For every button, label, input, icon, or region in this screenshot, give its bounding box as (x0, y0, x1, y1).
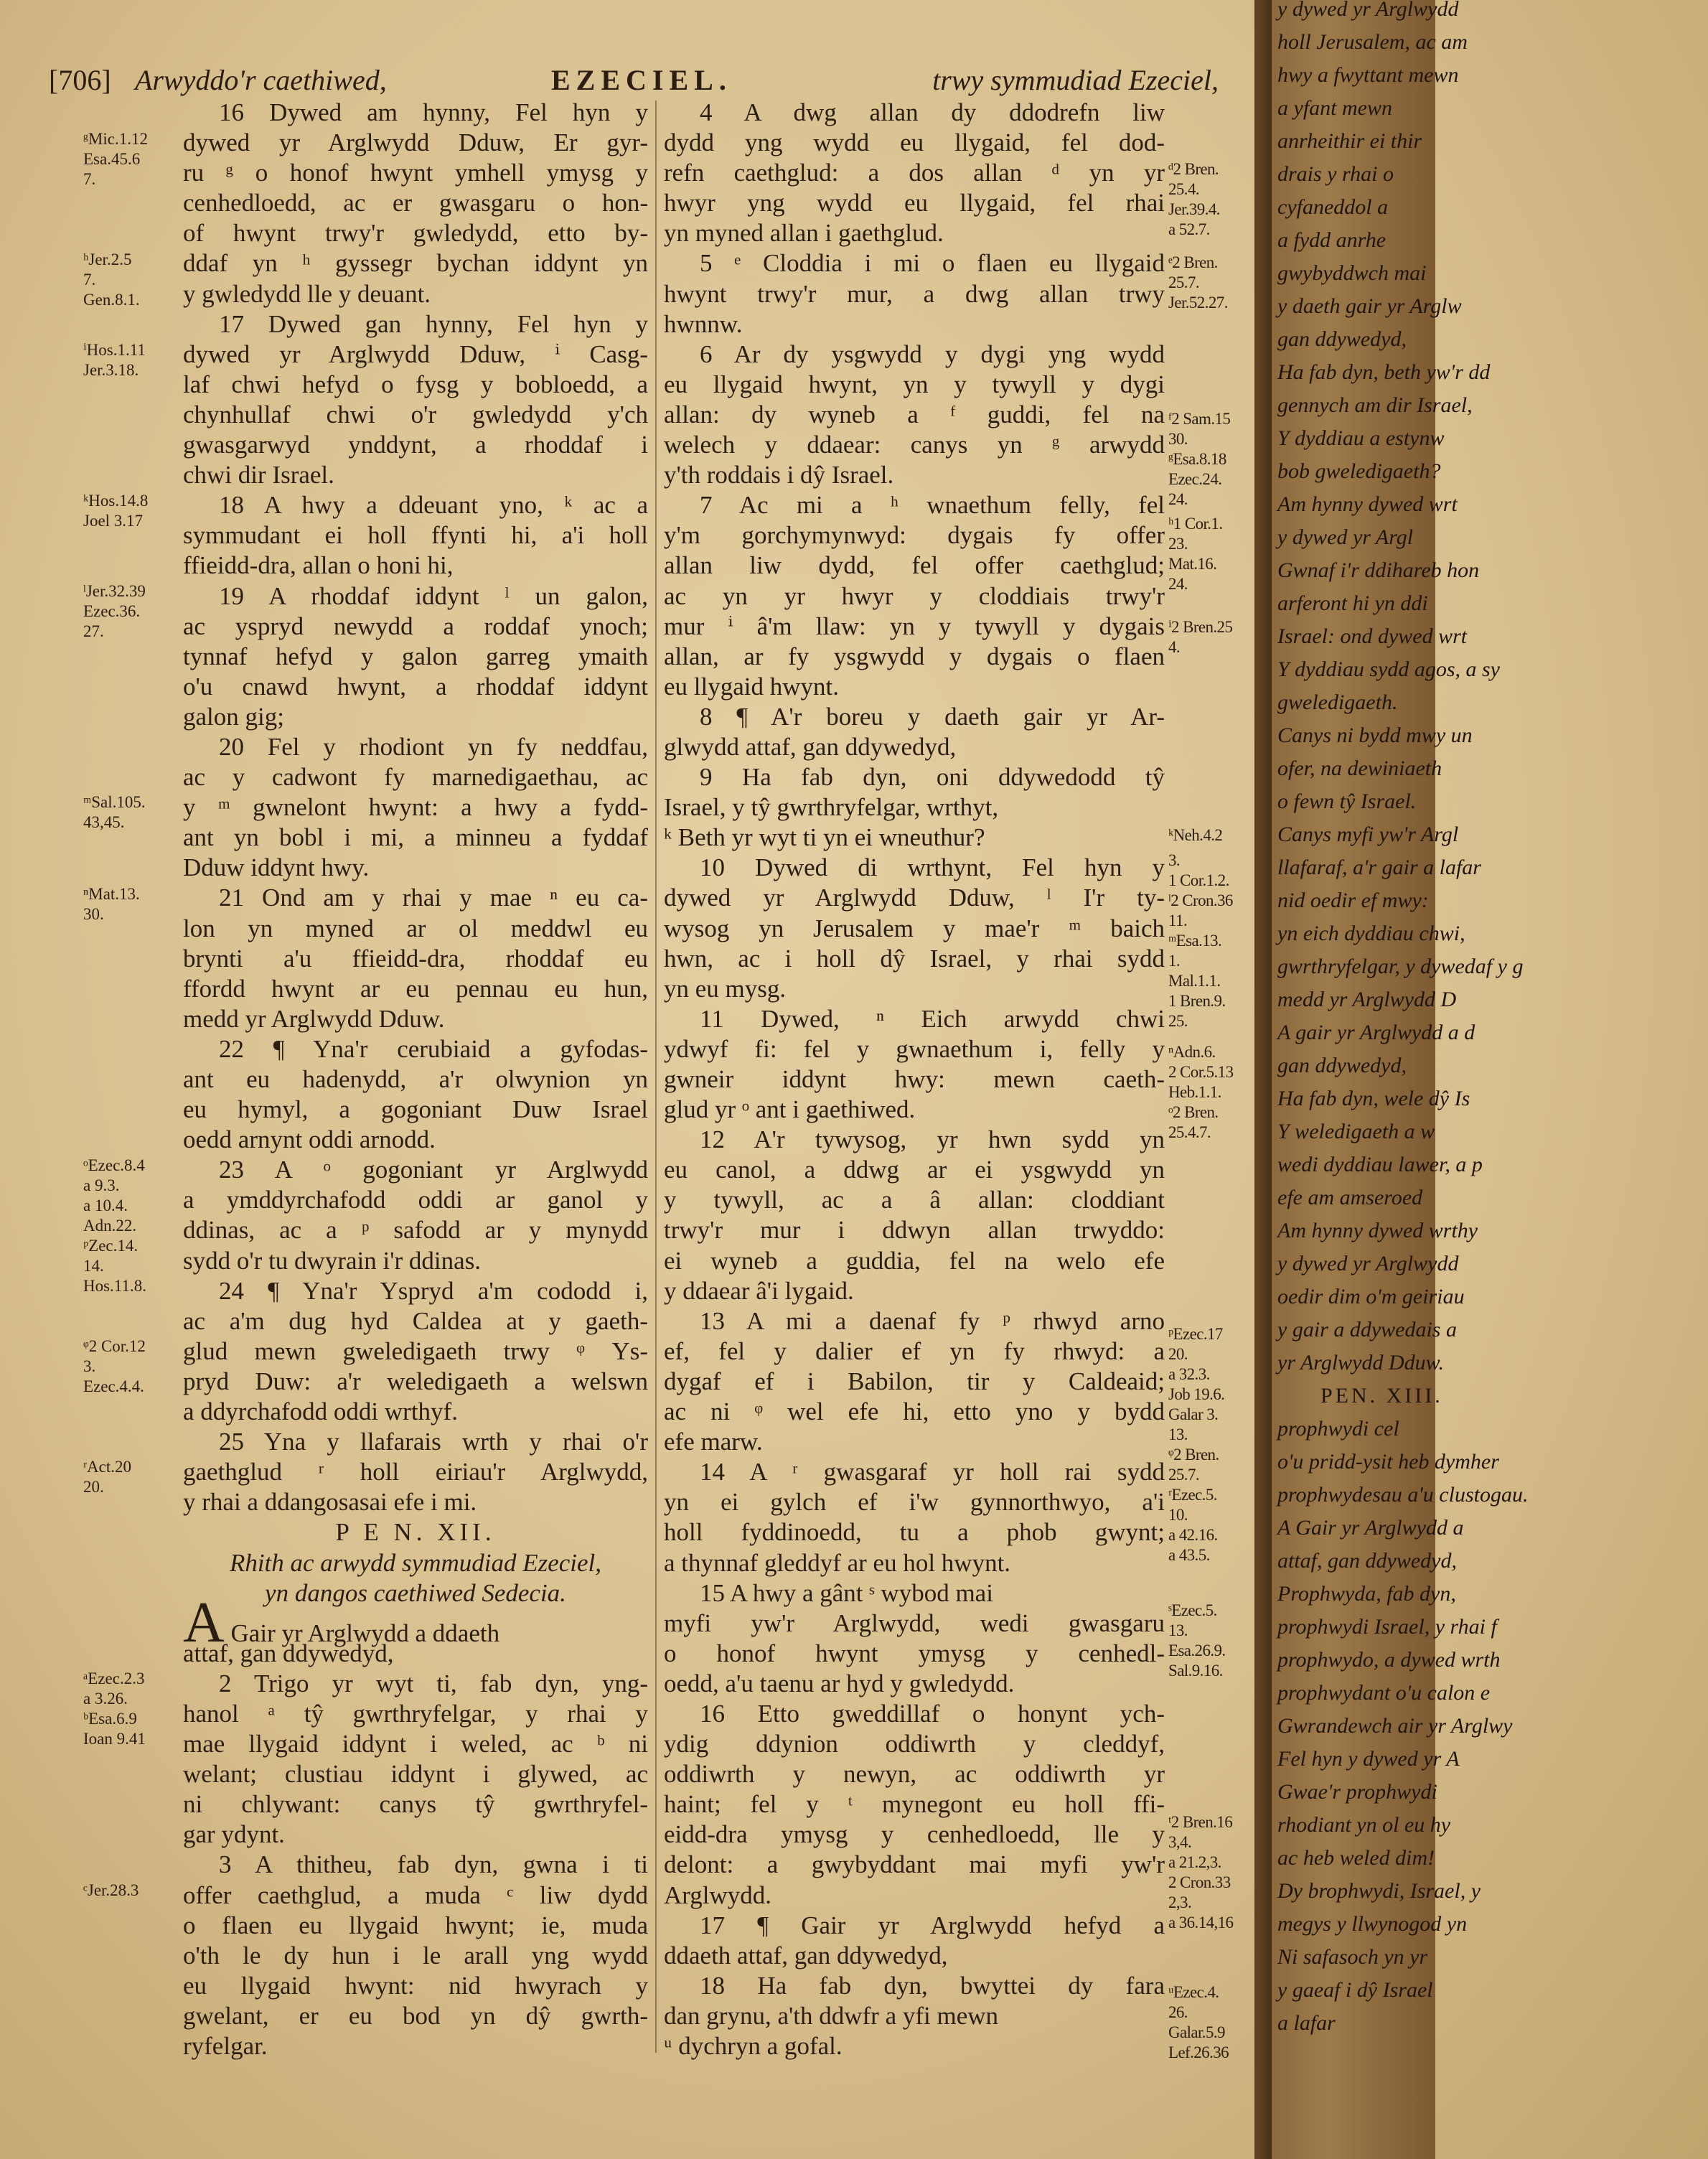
text-line: gwelant, er eu bod yn dŷ gwrth- (183, 2001, 648, 2030)
text-line: sydd o'r tu dwyrain i'r ddinas. (183, 1246, 482, 1275)
margin-reference: ʰJer.2.5 7. Gen.8.1. (83, 250, 140, 309)
facing-text-line: megys y llwynogod yn (1277, 1912, 1468, 1936)
margin-reference: ⁿAdn.6. 2 Cor.5.13 Heb.1.1. ᵒ2 Bren. 25.4.7. (1168, 1043, 1234, 1141)
column-divider (655, 100, 657, 2053)
text-line: eu llygaid hwynt, yn y tywyll y dygi (664, 370, 1165, 398)
facing-text-line: y daeth gair yr Arglw (1277, 294, 1462, 318)
margin-reference: ᵏNeh.4.2 (1168, 826, 1223, 844)
text-line: ei wyneb a guddia, fel na welo efe (664, 1246, 1165, 1275)
chapter-heading: P E N. XII. (335, 1518, 496, 1547)
facing-text-line: Fel hyn y dywed yr A (1277, 1747, 1460, 1771)
running-header (49, 63, 1219, 99)
facing-text-line: oedir dim o'm geiriau (1277, 1285, 1465, 1308)
margin-reference: ⁱ2 Bren.25 4. (1168, 618, 1233, 656)
text-line: ni chlywant: canys tŷ gwrthryfel- (183, 1790, 648, 1819)
text-line: allan: dy wyneb a ᶠ guddi, fel na (664, 400, 1165, 428)
margin-reference: ᵠ2 Cor.12 3. Ezec.4.4. (83, 1337, 146, 1395)
text-line: ac yspryd newydd a roddaf ynoch; (183, 612, 648, 640)
text-line: cenhedloedd, ac er gwasgaru o hon- (183, 189, 648, 217)
text-line: y ᵐ gwnelont hwynt: a hwy a fydd- (183, 793, 648, 822)
text-line: 14 A ʳ gwasgaraf yr holl rai sydd (700, 1458, 1165, 1486)
text-line: hanol ᵃ tŷ gwrthryfelgar, y rhai y (183, 1699, 648, 1728)
text-line: tynnaf hefyd y galon garreg ymaith (183, 642, 648, 670)
right-text-column (664, 98, 1165, 2061)
margin-reference: ᵈ2 Bren. 25.4. Jer.39.4. a 52.7. (1168, 160, 1220, 238)
margin-reference: ʳAct.20 20. (83, 1458, 131, 1496)
margin-reference: ʰ1 Cor.1. 23. Mat.16. 24. (1168, 515, 1223, 593)
margin-reference: ᵐSal.105. 43,45. (83, 793, 146, 831)
text-line: y ddaear â'i lygaid. (664, 1276, 854, 1305)
text-line: Arglwydd. (664, 1881, 772, 1909)
facing-text-line: wedi dyddiau lawer, a p (1277, 1153, 1483, 1176)
text-line: trwy'r mur i ddwyn allan trwyddo: (664, 1216, 1165, 1245)
facing-text-line: gweledigaeth. (1277, 690, 1398, 714)
text-line: 3 A thitheu, fab dyn, gwna i ti (219, 1850, 648, 1879)
text-line: y'th roddais i dŷ Israel. (664, 461, 894, 490)
left-running-title: Arwyddo'r caethiwed, (135, 64, 387, 96)
text-line: symmudant ei holl ffynti hi, a'i holl (183, 521, 648, 550)
margin-reference: ⁱHos.1.11 Jer.3.18. (83, 341, 146, 379)
facing-text-line: gwybyddwch mai (1277, 261, 1427, 285)
text-line: hwyr yng wydd eu llygaid, fel rhai (664, 189, 1165, 217)
text-line: welech y ddaear: canys yn ᵍ arwydd (664, 431, 1165, 459)
text-line: offer caethglud, a muda ᶜ liw dydd (183, 1881, 648, 1909)
text-line: eu llygaid hwynt: nid hwyrach y (183, 1971, 648, 2000)
text-line: ᵏ Beth yr wyt ti yn ei wneuthur? (664, 823, 985, 852)
text-line: allan liw dydd, fel offer caethglud; (664, 551, 1165, 580)
facing-text-line: Y dyddiau sydd agos, a sy (1277, 657, 1500, 681)
text-line: ru ᵍ o honof hwynt ymhell ymysg y (183, 159, 648, 187)
facing-text-line: medd yr Arglwydd D (1277, 988, 1457, 1011)
text-line: ᵘ dychryn a gofal. (664, 2032, 843, 2060)
facing-text-line: anrheithir ei thir (1277, 129, 1422, 153)
text-line: ryfelgar. (183, 2032, 268, 2060)
book-title: EZECIEL. (551, 64, 732, 96)
facing-text-line: Ha fab dyn, beth yw'r dd (1277, 360, 1491, 384)
text-line: 16 Dywed am hynny, Fel hyn y (219, 98, 648, 126)
margin-reference: ᵃEzec.2.3 a 3.26. ᵇEsa.6.9 Ioan 9.41 (83, 1669, 146, 1748)
margin-reference: ˡJer.32.39 Ezec.36. 27. (83, 582, 146, 640)
right-running-title: trwy symmudiad Ezeciel, (932, 64, 1219, 96)
text-line: 25 Yna y llafarais wrth y rhai o'r (219, 1428, 648, 1456)
text-line: 17 Dywed gan hynny, Fel hyn y (219, 309, 648, 338)
facing-text-line: y gaeaf i dŷ Israel (1277, 1978, 1433, 2002)
facing-text-line: ac heb weled dim! (1277, 1846, 1435, 1870)
text-line: of hwynt trwy'r gwledydd, etto by- (183, 219, 648, 248)
facing-text-line: nid oedir ef mwy: (1277, 889, 1429, 912)
text-line: ef, fel y dalier ef yn fy rhwyd: a (664, 1336, 1165, 1365)
margin-reference: ᵗ2 Bren.16 3,4. a 21.2,3. 2 Cron.33 2,3. a 36.14,16 (1168, 1813, 1234, 1931)
text-line: o'th le dy hun i le arall yng wydd (183, 1941, 648, 1970)
text-line: a ymddyrchafodd oddi ar ganol y (183, 1186, 648, 1214)
chapter-summary: Rhith ac arwydd symmudiad Ezeciel, (229, 1548, 602, 1577)
facing-text-line: Gwrandewch air yr Arglwy (1277, 1714, 1513, 1738)
text-line: Dduw iddynt hwy. (183, 853, 370, 882)
text-line: 12 A'r tywysog, yr hwn sydd yn (700, 1125, 1165, 1154)
facing-text-line: o fewn tŷ Israel. (1277, 790, 1417, 813)
text-line: hwnnw. (664, 309, 743, 338)
text-line: dydd yng wydd eu llygaid, fel dod- (664, 128, 1165, 157)
text-line: gwasgarwyd ynddynt, a rhoddaf i (183, 431, 648, 459)
facing-text-line: A gair yr Arglwydd a d (1277, 1021, 1475, 1044)
text-line: eidd-dra ymysg y cenhedloedd, lle y (664, 1820, 1165, 1849)
facing-text-line: hwy a fwyttant mewn (1277, 63, 1459, 87)
margin-reference: ᵉ2 Bren. 25.7. Jer.52.27. (1168, 253, 1228, 312)
text-line: a thynnaf gleddyf ar eu hol hwynt. (664, 1548, 1011, 1577)
facing-text-line: gennych am dir Israel, (1277, 393, 1473, 417)
text-line: welant; clustiau iddynt i glywed, ac (183, 1760, 648, 1789)
text-line: gwneir iddynt hwy: mewn caeth- (664, 1065, 1165, 1093)
text-line: eu llygaid hwynt. (664, 672, 839, 701)
text-line: lon yn myned ar ol meddwl eu (183, 914, 648, 942)
margin-reference: ᶜJer.28.3 (83, 1881, 139, 1899)
text-line: 21 Ond am y rhai y mae ⁿ eu ca- (219, 884, 648, 912)
facing-text-line: y dywed yr Argl (1277, 525, 1414, 549)
text-line: ddaeth attaf, gan ddywedyd, (664, 1941, 948, 1970)
margin-reference: ᵘEzec.4. 26. Galar.5.9 Lef.26.36 (1168, 1983, 1229, 2061)
text-line: 4 A dwg allan dy ddodrefn liw (700, 98, 1165, 126)
text-line: glud yr ᵒ ant i gaethiwed. (664, 1095, 916, 1124)
text-line: y gwledydd lle y deuant. (183, 279, 431, 308)
text-line: 22 ¶ Yna'r cerubiaid a gyfodas- (219, 1034, 648, 1063)
facing-text-line: cyfaneddol a (1277, 195, 1389, 219)
text-line: delont: a gwybyddant mai myfi yw'r (664, 1850, 1165, 1879)
facing-page-text (1277, 0, 1708, 2040)
facing-text-line: ofer, na dewiniaeth (1277, 757, 1442, 780)
text-line: mae llygaid iddynt i weled, ac ᵇ ni (183, 1730, 648, 1758)
facing-text-line: Y dyddiau a estynw (1277, 426, 1445, 450)
text-line: a ddyrchafodd oddi wrthyf. (183, 1397, 458, 1426)
text-line: gaethglud ʳ holl eiriau'r Arglwydd, (183, 1458, 648, 1486)
text-line: ac y cadwont fy marnedigaethau, ac (183, 763, 648, 792)
facing-text-line: o'u pridd-ysit heb dymher (1277, 1450, 1499, 1474)
facing-text-line: bob gweledigaeth? (1277, 459, 1441, 483)
facing-text-line: prophwydant o'u calon e (1277, 1681, 1491, 1705)
text-line: ac a'm dug hyd Caldea at y gaeth- (183, 1306, 648, 1335)
text-line: o'u cnawd hwynt, a rhoddaf iddynt (183, 672, 648, 701)
text-line: 6 Ar dy ysgwydd y dygi yng wydd (700, 339, 1165, 368)
text-line: 18 Ha fab dyn, bwyttei dy fara (700, 1971, 1165, 2000)
facing-text-line: a yfant mewn (1277, 96, 1392, 120)
text-line: 5 ᵉ Cloddia i mi o flaen eu llygaid (700, 249, 1165, 278)
facing-text-line: Ha fab dyn, wele dŷ Is (1277, 1087, 1470, 1110)
text-line: wysog yn Jerusalem y mae'r ᵐ baich (664, 914, 1165, 942)
margin-reference: ᵍMic.1.12 Esa.45.6 7. (83, 130, 148, 188)
text-line: ant yn bobl i mi, a minneu a fyddaf (183, 823, 648, 852)
text-line: 7 Ac mi a ʰ wnaethum felly, fel (700, 491, 1165, 520)
text-line: 13 A mi a daenaf fy ᵖ rhwyd arno (700, 1306, 1165, 1335)
facing-text-line: yr Arglwydd Dduw. (1277, 1351, 1444, 1374)
text-line: dywed yr Arglwydd Dduw, ⁱ Casg- (183, 339, 648, 368)
facing-text-line: a fydd anrhe (1277, 228, 1386, 252)
margin-reference: ᵏHos.14.8 Joel 3.17 (83, 492, 149, 530)
facing-text-line: Canys ni bydd mwy un (1277, 723, 1473, 747)
facing-text-line: Canys myfi yw'r Argl (1277, 823, 1459, 846)
facing-text-line: prophwydo, a dywed wrth (1277, 1648, 1501, 1672)
text-line: ac ni ᵠ wel efe hi, etto yno y bydd (664, 1397, 1165, 1426)
facing-text-line: gan ddywedyd, (1277, 327, 1407, 351)
text-line: 15 A hwy a gânt ˢ wybod mai (700, 1578, 993, 1607)
text-line: medd yr Arglwydd Dduw. (183, 1004, 445, 1033)
text-line: haint; fel y ᵗ mynegont eu holl ffi- (664, 1790, 1165, 1819)
facing-text-line: y dywed yr Arglwydd (1277, 1252, 1459, 1275)
text-line: dan grynu, a'th ddwfr a yfi mewn (664, 2001, 999, 2030)
text-line: yn myned allan i gaethglud. (664, 219, 944, 248)
text-line: ffordd hwynt ar eu pennau eu hun, (183, 974, 648, 1003)
text-line: ddaf yn ʰ gyssegr bychan iddynt yn (183, 249, 648, 278)
text-line: hwn, ac i holl dŷ Israel, y rhai sydd (664, 944, 1165, 973)
text-line: allan, ar fy ysgwydd y dygais o flaen (664, 642, 1165, 670)
text-line: eu hymyl, a gogoniant Duw Israel (183, 1095, 648, 1124)
text-line: y rhai a ddangosasai efe i mi. (183, 1488, 477, 1517)
text-line: efe marw. (664, 1428, 763, 1456)
facing-text-line: drais y rhai o (1277, 162, 1394, 186)
text-line: attaf, gan ddywedyd, (183, 1639, 394, 1667)
text-line: A Gair yr Arglwydd a ddaeth (183, 1591, 500, 1654)
facing-text-line: Am hynny dywed wrthy (1277, 1219, 1478, 1242)
text-line: ydig ddynion oddiwrth y cleddyf, (664, 1730, 1165, 1758)
margin-reference: 3. 1 Cor.1.2. ˡ2 Cron.36 11. ᵐEsa.13. 1. Mal.1.1. 1 Bren.9. 25. (1168, 851, 1233, 1030)
facing-text-line: Gwae'r prophwydi (1277, 1780, 1437, 1804)
text-line: 2 Trigo yr wyt ti, fab dyn, yng- (219, 1669, 648, 1697)
margin-reference: ᶠ2 Sam.15 30. ᵍEsa.8.18 Ezec.24. 24. (1168, 410, 1231, 508)
facing-text-line: rhodiant yn ol eu hy (1277, 1813, 1451, 1837)
facing-text-line: attaf, gan ddywedyd, (1277, 1549, 1457, 1573)
text-line: galon gig; (183, 702, 284, 731)
text-line: myfi yw'r Arglwydd, wedi gwasgaru (664, 1608, 1165, 1637)
text-line: 9 Ha fab dyn, oni ddywedodd tŷ (700, 763, 1165, 792)
text-line: mur ⁱ â'm llaw: yn y tywyll y dygais (664, 612, 1165, 640)
text-line: yn ei gylch ef i'w gynnorthwyo, a'i (664, 1488, 1165, 1517)
text-line: 20 Fel y rhodiont yn fy neddfau, (219, 732, 648, 761)
facing-text-line: holl Jerusalem, ac am (1277, 30, 1468, 54)
margin-reference: ᵖEzec.17 20. a 32.3. Job 19.6. Galar 3. 13. ᵠ2 Bren. 25.7. ʳEzec.5. 10. a 42.16. a 43.5. (1168, 1325, 1225, 1564)
left-text-column (183, 98, 648, 2061)
text-line: o honof hwynt ymysg y cenhedl- (664, 1639, 1165, 1667)
text-line: o flaen eu llygaid hwynt; ie, muda (183, 1911, 648, 1939)
text-line: gar ydynt. (183, 1820, 285, 1849)
text-line: glud mewn gweledigaeth trwy ᵠ Ys- (183, 1336, 648, 1365)
facing-text-line: llafaraf, a'r gair a lafar (1277, 856, 1481, 879)
facing-page (1254, 0, 1529, 2159)
text-line: dygaf ef i Babilon, tir y Caldeaid; (664, 1367, 1165, 1395)
facing-text-line: y gair a ddywedais a (1277, 1318, 1457, 1341)
text-line: oedd, a'u taenu ar hyd y gwledydd. (664, 1669, 1015, 1697)
text-line: 23 A ᵒ gogoniant yr Arglwydd (219, 1156, 648, 1184)
text-line: brynti a'u ffieidd-dra, rhoddaf eu (183, 944, 648, 973)
text-line: 16 Etto gweddillaf o honynt ych- (700, 1699, 1165, 1728)
text-line: 8 ¶ A'r boreu y daeth gair yr Ar- (700, 702, 1165, 731)
text-line: ac yn yr hwyr y cloddiais trwy'r (664, 581, 1165, 610)
text-line: 17 ¶ Gair yr Arglwydd hefyd a (700, 1911, 1165, 1939)
text-line: ffieidd-dra, allan o honi hi, (183, 551, 454, 580)
text-line: oddiwrth y newyn, ac oddiwrth yr (664, 1760, 1165, 1789)
facing-text-line: Prophwyda, fab dyn, (1277, 1582, 1456, 1606)
text-line: chwi dir Israel. (183, 461, 334, 490)
text-line: glwydd attaf, gan ddywedyd, (664, 732, 957, 761)
facing-text-line: Gwnaf i'r ddihareb hon (1277, 558, 1480, 582)
facing-text-line: prophwydi Israel, y rhai f (1277, 1615, 1497, 1639)
text-line: dywed yr Arglwydd Dduw, ˡ I'r ty- (664, 884, 1165, 912)
facing-text-line: Ni safasoch yn yr (1277, 1945, 1428, 1969)
text-line: eu canol, a ddwg ar ei ysgwydd yn (664, 1156, 1165, 1184)
facing-chapter-heading: PEN. XIII. (1320, 1384, 1443, 1408)
text-line: pryd Duw: a'r weledigaeth a welswn (183, 1367, 648, 1395)
book-gutter-shadow (1254, 0, 1272, 2159)
text-line: 19 A rhoddaf iddynt ˡ un galon, (219, 581, 648, 610)
text-line: ydwyf fi: fel y gwnaethum i, felly y (664, 1034, 1165, 1063)
text-line: chynhullaf chwi o'r gwledydd y'ch (183, 400, 648, 428)
text-line: ddinas, ac a ᵖ safodd ar y mynydd (183, 1216, 648, 1245)
text-line: oedd arnynt oddi arnodd. (183, 1125, 436, 1154)
margin-reference: ⁿMat.13. 30. (83, 885, 140, 923)
facing-text-line: yn eich dyddiau chwi, (1277, 922, 1465, 945)
text-line: refn caethglud: a dos allan ᵈ yn yr (664, 159, 1165, 187)
text-line: laf chwi hefyd o fysg y bobloedd, a (183, 370, 648, 398)
text-line: dywed yr Arglwydd Dduw, Er gyr- (183, 128, 648, 157)
text-line: holl fyddinoedd, tu a phob gwynt; (664, 1518, 1165, 1547)
chapter-summary: yn dangos caethiwed Sedecia. (265, 1578, 566, 1607)
facing-text-line: Israel: ond dywed wrt (1277, 624, 1468, 648)
facing-text-line: gwrthryfelgar, y dywedaf y g (1277, 955, 1524, 978)
text-line: ant eu hadenydd, a'r olwynion yn (183, 1065, 648, 1093)
facing-text-line: efe am amseroed (1277, 1186, 1423, 1209)
text-line: 24 ¶ Yna'r Yspryd a'm cododd i, (219, 1276, 648, 1305)
facing-text-line: Am hynny dywed wrt (1277, 492, 1458, 516)
facing-text-line: y dywed yr Arglwydd (1277, 0, 1459, 21)
facing-text-line: gan ddywedyd, (1277, 1054, 1407, 1077)
text-line: Israel, y tŷ gwrthryfelgar, wrthyt, (664, 793, 999, 822)
text-line: y'm gorchymynwyd: dygais fy offer (664, 521, 1165, 550)
text-line: 11 Dywed, ⁿ Eich arwydd chwi (700, 1004, 1165, 1033)
text-line: yn eu mysg. (664, 974, 787, 1003)
facing-text-line: arferont hi yn ddi (1277, 591, 1428, 615)
facing-text-line: prophwydesau a'u clustogau. (1277, 1483, 1529, 1507)
facing-text-line: a lafar (1277, 2011, 1336, 2035)
text-line: hwynt trwy'r mur, a dwg allan trwy (664, 279, 1165, 308)
facing-text-line: A Gair yr Arglwydd a (1277, 1516, 1464, 1540)
text-line: y tywyll, ac a â allan: cloddiant (664, 1186, 1165, 1214)
page-number: [706] (49, 64, 111, 96)
text-line: 18 A hwy a ddeuant yno, ᵏ ac a (219, 491, 648, 520)
facing-text-line: prophwydi cel (1277, 1417, 1399, 1441)
facing-text-line: Y weledigaeth a w (1277, 1120, 1435, 1143)
facing-text-line: Dy brophwydi, Israel, y (1277, 1879, 1481, 1903)
margin-reference: ˢEzec.5. 13. Esa.26.9. Sal.9.16. (1168, 1601, 1226, 1680)
text-line: 10 Dywed di wrthynt, Fel hyn y (700, 853, 1165, 882)
margin-reference: ᵒEzec.8.4 a 9.3. a 10.4. Adn.22. ᵖZec.14. 14. Hos.11.8. (83, 1156, 146, 1295)
